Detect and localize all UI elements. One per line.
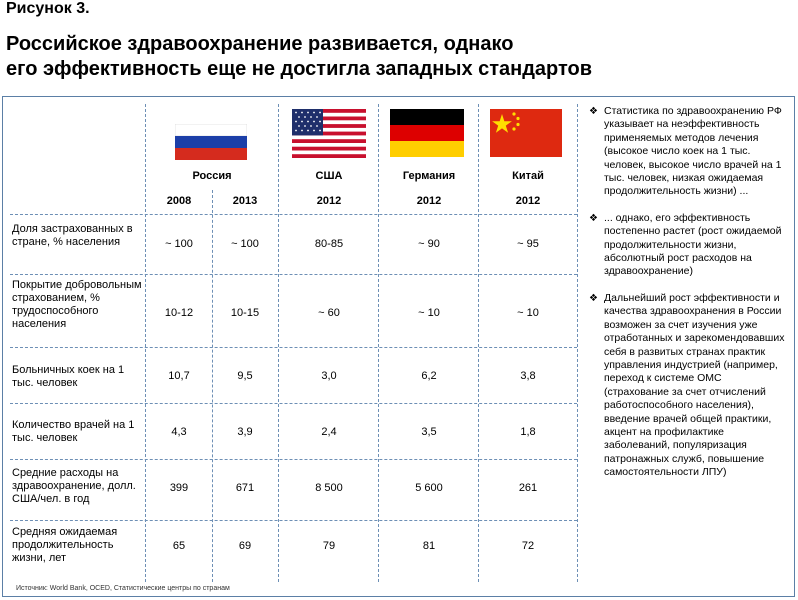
row-label: Покрытие добровольным страхованием, % трудоспособного населения xyxy=(12,279,142,330)
usa-flag-icon xyxy=(292,109,366,158)
row-divider xyxy=(10,459,577,460)
diamond-bullet-icon: ❖ xyxy=(589,212,598,224)
year-header: 2012 xyxy=(316,195,342,207)
year-header: 2012 xyxy=(515,195,541,207)
commentary-item xyxy=(589,292,789,480)
table-cell: 6,2 xyxy=(421,370,437,382)
country-china: Китай xyxy=(512,170,544,182)
column-divider xyxy=(145,104,146,582)
china-flag-icon xyxy=(490,109,562,157)
source-note: Источник: World Bank, OCED, Статистические центры по странам xyxy=(16,585,230,592)
table-cell: 3,0 xyxy=(321,370,337,382)
commentary-text: Статистика по здравоохранению РФ указывает на неэффективность применяемых методов лечения (высокое число коек на 1 тыс. человек, высокое число врачей на 1 тыс. человек, низкая ожидаемая продолжительность жизни) ... xyxy=(604,105,782,198)
table-cell: 5 600 xyxy=(415,482,443,494)
table-cell: ~ 60 xyxy=(318,307,340,319)
row-label: Количество врачей на 1 тыс. человек xyxy=(12,419,135,444)
table-cell: 3,9 xyxy=(237,426,253,438)
table-cell: ~ 90 xyxy=(418,238,440,250)
year-header: 2013 xyxy=(232,195,258,207)
year-header: 2008 xyxy=(166,195,192,207)
table-cell: 72 xyxy=(521,540,535,552)
table-cell: 65 xyxy=(172,540,186,552)
table-cell: ~ 100 xyxy=(165,238,193,250)
table-cell: ~ 10 xyxy=(517,307,539,319)
table-cell: ~ 95 xyxy=(517,238,539,250)
row-label: Больничных коек на 1 тыс. человек xyxy=(12,364,125,389)
diamond-bullet-icon: ❖ xyxy=(589,106,598,117)
row-divider xyxy=(10,347,577,348)
table-cell: 81 xyxy=(422,540,436,552)
russia-flag-icon xyxy=(175,124,247,160)
table-cell: 80-85 xyxy=(314,238,344,250)
year-header: 2012 xyxy=(416,195,442,207)
table-cell: 671 xyxy=(235,482,255,494)
row-divider xyxy=(10,520,577,521)
page-title xyxy=(6,32,786,82)
table-cell: 8 500 xyxy=(315,482,343,494)
title-line-2: его эффективность еще не достигла западных стандартов xyxy=(6,58,593,80)
table-cell: 9,5 xyxy=(237,370,253,382)
germany-flag-icon xyxy=(390,109,464,157)
commentary-list xyxy=(589,105,789,493)
commentary-item xyxy=(589,105,789,199)
table-cell: 2,4 xyxy=(321,426,337,438)
table-cell: ~ 100 xyxy=(231,238,259,250)
row-label: Средние расходы на здравоохранение, долл. США/чел. в год xyxy=(12,467,136,505)
row-divider xyxy=(10,274,577,275)
table-cell: 3,5 xyxy=(421,426,437,438)
diamond-bullet-icon: ❖ xyxy=(589,292,598,304)
table-cell: ~ 10 xyxy=(418,307,440,319)
table-cell: 3,8 xyxy=(520,370,536,382)
country-germany: Германия xyxy=(402,170,456,182)
table-cell: 69 xyxy=(238,540,252,552)
table-cell: 79 xyxy=(322,540,336,552)
row-divider xyxy=(10,403,577,404)
figure-label: Рисунок 3. xyxy=(6,0,90,17)
table-cell: 10-12 xyxy=(164,307,194,319)
table-cell: 261 xyxy=(518,482,538,494)
table-cell: 10,7 xyxy=(168,370,190,382)
table-cell: 10-15 xyxy=(230,307,260,319)
table-cell: 1,8 xyxy=(520,426,536,438)
country-usa: США xyxy=(315,170,343,182)
table-cell: 399 xyxy=(169,482,189,494)
country-russia: Россия xyxy=(192,170,232,182)
commentary-text: ... однако, его эффективность постепенно растет (рост ожидаемой продолжительности жизни, абсолютный рост расходов на здравоохранение) xyxy=(604,211,782,278)
row-label: Доля застрахованных в стране, % населения xyxy=(12,223,133,248)
commentary-item xyxy=(589,212,789,279)
row-label: Средняя ожидаемая продолжительность жизни, лет xyxy=(12,526,118,564)
title-line-1: Российское здравоохранение развивается, однако xyxy=(6,33,514,55)
table-cell: 4,3 xyxy=(171,426,187,438)
commentary-text: Дальнейший рост эффективности и качества здравоохранения в России возможен за счет изучения уже отработанных и зарекомендовавших себя в развитых странах практик управления индустрией (например, переход к системе ОМС (страхование за счет отчислений работоспособного населения), введение врачей общей практики, акцент на профилактике заболеваний, популяризация патронажных служб, повышение самостоятельности ЛПУ) xyxy=(604,291,785,479)
row-divider xyxy=(10,214,577,215)
